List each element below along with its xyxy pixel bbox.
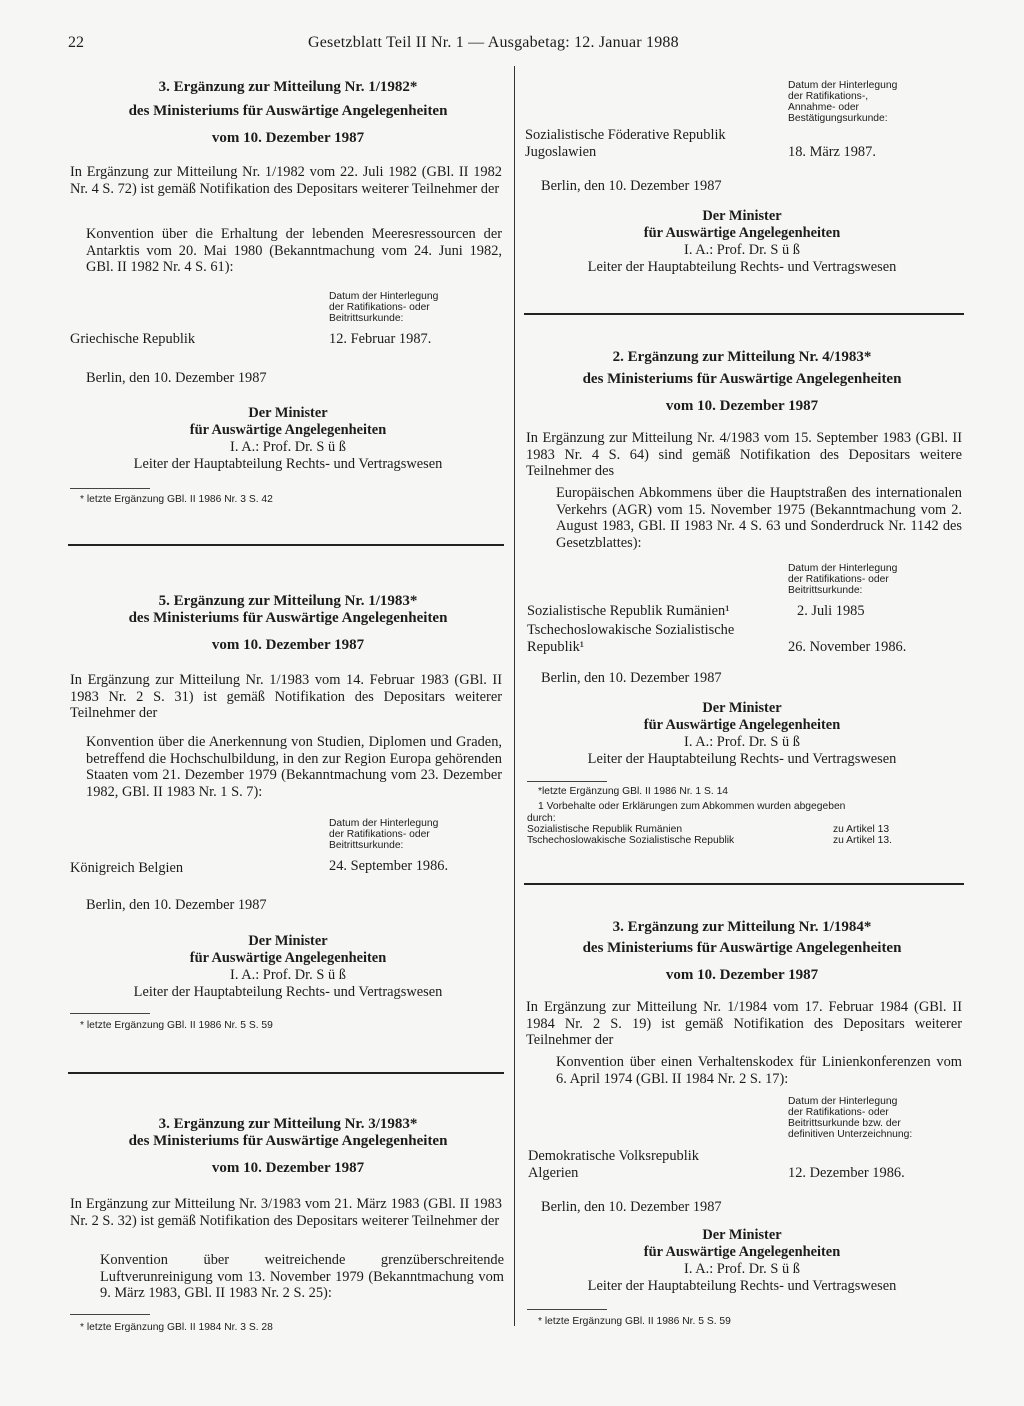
date-header-line: Datum der Hinterlegung <box>788 1096 898 1107</box>
date-header-line: der Ratifikations- oder <box>329 302 430 313</box>
deposit-date: 18. März 1987. <box>788 144 876 160</box>
section-date: vom 10. Dezember 1987 <box>665 398 819 414</box>
intro-paragraph: In Ergänzung zur Mitteilung Nr. 3/1983 vom 21. März 1983 (GBl. II 1983 Nr. 2 S. 32) ist gemäß Notifikation des Depositars weiterer Teilnehmer der <box>70 1196 502 1229</box>
place-date: Berlin, den 10. Dezember 1987 <box>541 178 722 194</box>
treaty-paragraph: Konvention über die Erhaltung der lebenden Meeresressourcen der Antarktis vom 20. Mai 1980 (Bekanntmachung vom 24. Juni 1982, GBl. II 1982 Nr. 4 S. 61): <box>86 226 502 275</box>
date-column-header <box>329 818 438 851</box>
column-divider <box>514 66 515 1326</box>
footnote-rule <box>70 1013 150 1014</box>
treaty-paragraph: Konvention über die Anerkennung von Studien, Diplomen und Graden, betreffend die Hochschulbildung, in den zur Region Europa gehörenden Staaten vom 21. Dezember 1979 (Bekanntmachung vom 23. Dezember 1982, GBl. II 1983 Nr. 1 S. 7): <box>86 734 502 800</box>
place-date: Berlin, den 10. Dezember 1987 <box>86 897 267 913</box>
state-name-line: Demokratische Volksrepublik <box>528 1148 699 1164</box>
section-date: vom 10. Dezember 1987 <box>665 967 819 983</box>
date-column-header <box>788 563 897 596</box>
state-name-line: Algerien <box>528 1165 579 1181</box>
section-subtitle: des Ministeriums für Auswärtige Angelegenheiten <box>128 610 448 626</box>
date-header-line: Beitrittsurkunde bzw. der <box>788 1118 901 1129</box>
state-name: Sozialistische Republik Rumänien¹ <box>527 603 730 619</box>
date-header-line: der Ratifikations- oder <box>788 574 889 585</box>
signature-block <box>68 933 508 1001</box>
signature-signatory: I. A.: Prof. Dr. S ü ß <box>230 439 346 455</box>
deposit-date: 2. Juli 1985 <box>797 603 865 619</box>
state-name-line: Sozialistische Föderative Republik <box>525 127 726 143</box>
date-header-line: Annahme- oder <box>788 102 859 113</box>
section-separator <box>68 544 504 546</box>
date-header-line: Datum der Hinterlegung <box>329 818 439 829</box>
signature-role: Leiter der Hauptabteilung Rechts- und Vertragswesen <box>587 1278 897 1294</box>
footnote: zu Artikel 13 <box>833 824 890 835</box>
section-separator <box>524 313 964 315</box>
footnote-rule <box>70 1314 150 1315</box>
signature-title: Der Minister <box>702 1227 782 1243</box>
footnote: zu Artikel 13. <box>833 835 892 846</box>
date-header-line: der Ratifikations- oder <box>788 1107 889 1118</box>
signature-title: Der Minister <box>702 208 782 224</box>
section-title: 2. Ergänzung zur Mitteilung Nr. 4/1983* <box>612 349 872 365</box>
treaty-paragraph: Konvention über weitreichende grenzüberschreitende Luftverunreinigung vom 13. November 1979 (Bekanntmachung vom 9. März 1983, GBl. II 1983 Nr. 2 S. 25): <box>100 1252 504 1301</box>
footnote: * letzte Ergänzung GBl. II 1986 Nr. 3 S. 42 <box>80 494 273 505</box>
signature-block <box>522 700 962 768</box>
page-number: 22 <box>68 34 84 51</box>
signature-block <box>522 1227 962 1295</box>
section-date: vom 10. Dezember 1987 <box>211 1160 365 1176</box>
section-separator <box>68 1072 504 1074</box>
intro-paragraph: In Ergänzung zur Mitteilung Nr. 1/1983 vom 14. Februar 1983 (GBl. II 1983 Nr. 2 S. 31) ist gemäß Notifikation des Depositars weiterer Teilnehmer der <box>70 672 502 721</box>
section-date: vom 10. Dezember 1987 <box>211 637 365 653</box>
place-date: Berlin, den 10. Dezember 1987 <box>541 1199 722 1215</box>
treaty-paragraph: Konvention über einen Verhaltenskodex für Linienkonferenzen vom 6. April 1974 (GBl. II 1984 Nr. 2 S. 17): <box>556 1054 962 1087</box>
signature-title: Der Minister <box>248 933 328 949</box>
signature-ministry: für Auswärtige Angelegenheiten <box>189 422 387 438</box>
state-name <box>525 127 726 161</box>
signature-signatory: I. A.: Prof. Dr. S ü ß <box>684 242 800 258</box>
state-name: Königreich Belgien <box>70 860 184 876</box>
deposit-date: 12. Dezember 1986. <box>788 1165 905 1181</box>
section-subtitle: des Ministeriums für Auswärtige Angelegenheiten <box>582 371 902 387</box>
signature-role: Leiter der Hauptabteilung Rechts- und Vertragswesen <box>133 984 443 1000</box>
signature-ministry: für Auswärtige Angelegenheiten <box>643 717 841 733</box>
footnote: * letzte Ergänzung GBl. II 1984 Nr. 3 S. 28 <box>80 1322 273 1333</box>
signature-ministry: für Auswärtige Angelegenheiten <box>189 950 387 966</box>
date-header-line: Beitrittsurkunde: <box>788 585 863 596</box>
state-name-line: Republik¹ <box>527 639 585 655</box>
date-header-line: Datum der Hinterlegung <box>329 291 439 302</box>
section-subtitle: des Ministeriums für Auswärtige Angelegenheiten <box>128 103 448 119</box>
section-title: 3. Ergänzung zur Mitteilung Nr. 3/1983* <box>158 1116 418 1132</box>
state-name-line: Tschechoslowakische Sozialistische <box>527 622 735 638</box>
date-header-line: definitiven Unterzeichnung: <box>788 1129 913 1140</box>
state-name: Griechische Republik <box>70 331 196 347</box>
section-subtitle: des Ministeriums für Auswärtige Angelegenheiten <box>128 1133 448 1149</box>
date-header-line: Datum der Hinterlegung <box>788 80 898 91</box>
date-column-header <box>788 1096 912 1140</box>
deposit-date: 26. November 1986. <box>788 639 907 655</box>
footnote-rule <box>70 488 150 489</box>
footnote: Sozialistische Republik Rumänien <box>527 824 683 835</box>
footnote: durch: <box>527 813 556 824</box>
signature-ministry: für Auswärtige Angelegenheiten <box>643 225 841 241</box>
date-column-header <box>788 80 897 124</box>
date-header-line: der Ratifikations- oder <box>329 829 430 840</box>
footnote: Tschechoslowakische Sozialistische Republik <box>527 835 735 846</box>
intro-paragraph: In Ergänzung zur Mitteilung Nr. 1/1984 vom 17. Februar 1984 (GBl. II 1984 Nr. 2 S. 19) ist gemäß Notifikation des Depositars weiterer Teilnehmer der <box>526 999 962 1048</box>
date-header-line: Bestätigungsurkunde: <box>788 113 888 124</box>
state-name-line: Jugoslawien <box>525 144 597 160</box>
signature-role: Leiter der Hauptabteilung Rechts- und Vertragswesen <box>587 259 897 275</box>
signature-title: Der Minister <box>702 700 782 716</box>
state-name <box>527 622 734 656</box>
date-header-line: Beitrittsurkunde: <box>329 313 404 324</box>
state-name <box>528 1148 699 1182</box>
footnote-rule <box>527 1309 607 1310</box>
signature-role: Leiter der Hauptabteilung Rechts- und Vertragswesen <box>587 751 897 767</box>
intro-paragraph: In Ergänzung zur Mitteilung Nr. 4/1983 vom 15. September 1983 (GBl. II 1983 Nr. 4 S. 64) sind gemäß Notifikation des Depositars weitere Teilnehmer des <box>526 430 962 479</box>
deposit-date: 12. Februar 1987. <box>329 331 432 347</box>
signature-signatory: I. A.: Prof. Dr. S ü ß <box>684 1261 800 1277</box>
signature-role: Leiter der Hauptabteilung Rechts- und Vertragswesen <box>133 456 443 472</box>
section-title: 3. Ergänzung zur Mitteilung Nr. 1/1982* <box>158 79 418 95</box>
footnote-rule <box>527 781 607 782</box>
place-date: Berlin, den 10. Dezember 1987 <box>86 370 267 386</box>
section-title: 5. Ergänzung zur Mitteilung Nr. 1/1983* <box>158 593 418 609</box>
section-subtitle: des Ministeriums für Auswärtige Angelegenheiten <box>582 940 902 956</box>
signature-title: Der Minister <box>248 405 328 421</box>
date-column-header <box>329 291 438 324</box>
signature-signatory: I. A.: Prof. Dr. S ü ß <box>684 734 800 750</box>
signature-block <box>522 208 962 276</box>
date-header-line: Datum der Hinterlegung <box>788 563 898 574</box>
section-separator <box>524 883 964 885</box>
running-title: Gesetzblatt Teil II Nr. 1 — Ausgabetag: 12. Januar 1988 <box>308 34 679 51</box>
signature-block <box>68 405 508 473</box>
date-header-line: der Ratifikations-, <box>788 91 869 102</box>
footnote: 1 Vorbehalte oder Erklärungen zum Abkommen wurden abgegeben <box>538 801 846 812</box>
section-date: vom 10. Dezember 1987 <box>211 130 365 146</box>
signature-ministry: für Auswärtige Angelegenheiten <box>643 1244 841 1260</box>
signature-signatory: I. A.: Prof. Dr. S ü ß <box>230 967 346 983</box>
place-date: Berlin, den 10. Dezember 1987 <box>541 670 722 686</box>
intro-paragraph: In Ergänzung zur Mitteilung Nr. 1/1982 vom 22. Juli 1982 (GBl. II 1982 Nr. 4 S. 72) ist gemäß Notifikation des Depositars weiterer Teilnehmer der <box>70 164 502 197</box>
footnote: * letzte Ergänzung GBl. II 1986 Nr. 5 S. 59 <box>80 1020 273 1031</box>
date-header-line: Beitrittsurkunde: <box>329 840 404 851</box>
treaty-paragraph: Europäischen Abkommens über die Hauptstraßen des internationalen Verkehrs (AGR) vom 15. November 1975 (Bekanntmachung vom 2. August 1983, GBl. II 1983 Nr. 4 S. 63 und Sonderdruck Nr. 1142 des Gesetzblattes): <box>556 485 962 551</box>
footnote: *letzte Ergänzung GBl. II 1986 Nr. 1 S. 14 <box>538 786 729 797</box>
section-title: 3. Ergänzung zur Mitteilung Nr. 1/1984* <box>612 919 872 935</box>
footnote: * letzte Ergänzung GBl. II 1986 Nr. 5 S. 59 <box>538 1316 731 1327</box>
deposit-date: 24. September 1986. <box>329 858 449 874</box>
